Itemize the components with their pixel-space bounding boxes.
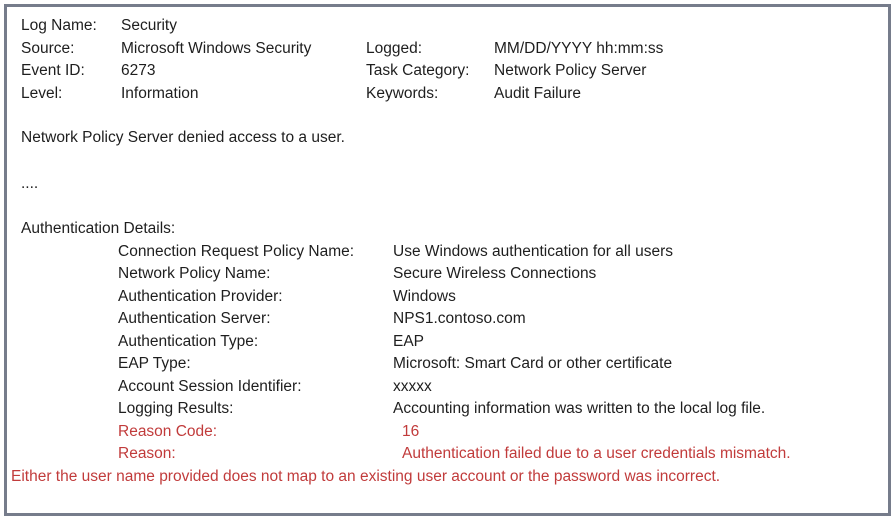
field-label-level: Level: (21, 84, 63, 102)
event-description: Network Policy Server denied access to a user. (21, 129, 345, 146)
detail-row-reason (21, 443, 880, 466)
detail-value: Microsoft: Smart Card or other certificate (393, 355, 673, 372)
detail-row-account-session-identifier (21, 376, 880, 399)
field-value-source: Microsoft Windows Security (121, 39, 312, 57)
detail-row-authentication-provider (21, 286, 880, 309)
field-value-task-category: Network Policy Server (494, 62, 647, 79)
header-spacer (366, 15, 494, 38)
detail-value: Accounting information was written to the local log file. (393, 400, 766, 417)
detail-value: Secure Wireless Connections (393, 265, 597, 282)
detail-label: Reason Code: (118, 422, 218, 440)
detail-label: Network Policy Name: (118, 265, 271, 282)
truncation-ellipsis: .... (21, 174, 39, 192)
event-log-panel (4, 4, 891, 516)
detail-row-eap-type (21, 353, 880, 376)
detail-label: Logging Results: (118, 400, 234, 417)
detail-label: Authentication Type: (118, 332, 259, 350)
field-value-keywords: Audit Failure (494, 84, 582, 102)
detail-row-network-policy-name (21, 263, 880, 286)
authentication-details-list (21, 241, 880, 466)
detail-value: NPS1.contoso.com (393, 310, 526, 327)
detail-label: Authentication Provider: (118, 287, 283, 305)
detail-row-connection-request-policy (21, 241, 880, 264)
field-value-log-name: Security (121, 17, 177, 34)
detail-label: Reason: (118, 445, 176, 462)
detail-row-authentication-server (21, 308, 880, 331)
field-label-task-category: Task Category: (366, 62, 470, 79)
detail-value: Authentication failed due to a user credentials mismatch. (402, 445, 791, 462)
detail-value: EAP (393, 332, 425, 350)
detail-value: Use Windows authentication for all users (393, 242, 673, 260)
field-label-event-id: Event ID: (21, 62, 85, 79)
detail-label: EAP Type: (118, 355, 191, 372)
detail-label: Connection Request Policy Name: (118, 242, 355, 260)
field-label-logged: Logged: (366, 39, 423, 57)
field-value-level: Information (121, 84, 199, 102)
field-label-source: Source: (21, 39, 75, 57)
detail-row-authentication-type (21, 331, 880, 354)
detail-value: xxxxx (393, 377, 432, 395)
detail-row-reason-code (21, 421, 880, 444)
detail-value: 16 (402, 422, 420, 440)
authentication-details-heading: Authentication Details: (21, 220, 176, 237)
header-spacer (494, 15, 880, 38)
field-label-log-name: Log Name: (21, 17, 97, 34)
detail-value: Windows (393, 287, 456, 305)
field-value-event-id: 6273 (121, 62, 156, 79)
detail-row-logging-results (21, 398, 880, 421)
detail-label: Authentication Server: (118, 310, 271, 327)
field-label-keywords: Keywords: (366, 84, 439, 102)
field-value-logged: MM/DD/YYYY hh:mm:ss (494, 39, 664, 57)
detail-label: Account Session Identifier: (118, 377, 302, 395)
reason-continuation-text: Either the user name provided does not map to an existing user account or the password was incorrect. (11, 467, 721, 485)
event-header (21, 15, 880, 105)
